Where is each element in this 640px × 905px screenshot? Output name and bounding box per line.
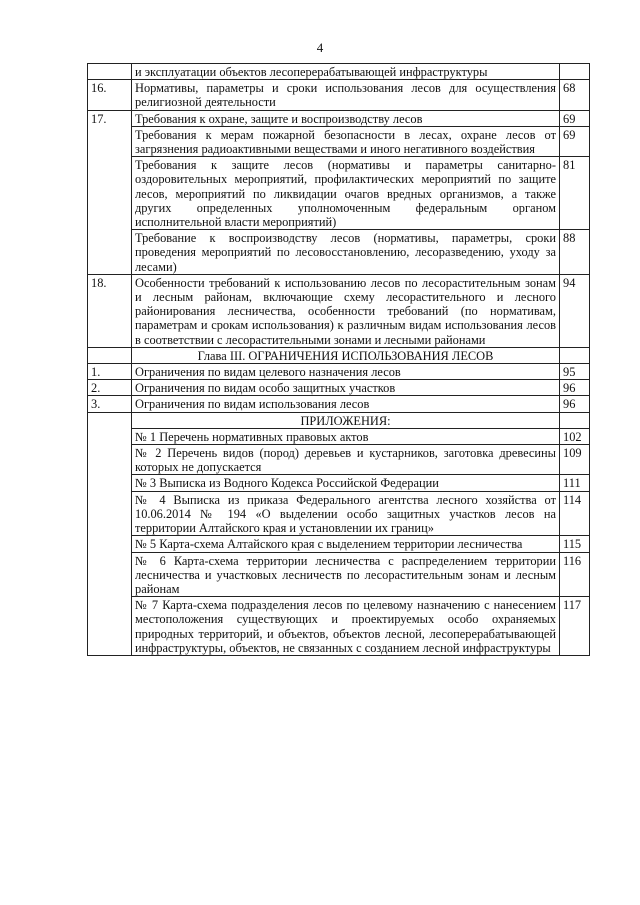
toc-row-page: 81 bbox=[560, 157, 590, 230]
toc-row bbox=[88, 64, 590, 80]
toc-row-title: и эксплуатации объектов лесоперерабатывающей инфраструктуры bbox=[132, 64, 560, 80]
toc-row-page: 115 bbox=[560, 536, 590, 552]
toc-row-title: Ограничения по видам использования лесов bbox=[132, 396, 560, 412]
toc-row-title: Особенности требований к использованию лесов по лесорастительным зонам и лесным районам, включающие схему лесорастительного и лесного районирования лесничества, особенности требований (по нормативам, параметрам и срокам использования) к различным видам использования лесов в соответствии с лесорастительными зонами и лесными районами bbox=[132, 274, 560, 347]
toc-row bbox=[88, 230, 590, 275]
toc-row-page: 111 bbox=[560, 475, 590, 491]
toc-row-page: 88 bbox=[560, 230, 590, 275]
toc-row bbox=[88, 491, 590, 536]
toc-row-title: Требования к охране, защите и воспроизводству лесов bbox=[132, 110, 560, 126]
toc-row-page: 109 bbox=[560, 445, 590, 475]
toc-row-page bbox=[560, 412, 590, 428]
toc-row bbox=[88, 380, 590, 396]
toc-section-heading: ПРИЛОЖЕНИЯ: bbox=[132, 412, 560, 428]
toc-row-number bbox=[88, 64, 132, 80]
toc-row-title: Требование к воспроизводству лесов (нормативы, параметры, сроки проведения мероприятий по лесовосстановлению, лесоразведению, уходу за лесами) bbox=[132, 230, 560, 275]
toc-row-title: Нормативы, параметры и сроки использования лесов для осуществления религиозной деятельности bbox=[132, 80, 560, 110]
toc-row-page bbox=[560, 64, 590, 80]
toc-body bbox=[88, 64, 590, 656]
toc-row-page: 116 bbox=[560, 552, 590, 597]
toc-row bbox=[88, 396, 590, 412]
toc-row-title: № 5 Карта-схема Алтайского края с выделением территории лесничества bbox=[132, 536, 560, 552]
toc-row-page: 69 bbox=[560, 110, 590, 126]
toc-row bbox=[88, 347, 590, 363]
toc-row bbox=[88, 157, 590, 230]
toc-row-number: 3. bbox=[88, 396, 132, 412]
toc-row bbox=[88, 536, 590, 552]
toc-row-number bbox=[88, 347, 132, 363]
toc-section-heading: Глава III. ОГРАНИЧЕНИЯ ИСПОЛЬЗОВАНИЯ ЛЕСОВ bbox=[132, 347, 560, 363]
toc-row-page: 102 bbox=[560, 428, 590, 444]
table-of-contents bbox=[87, 63, 590, 656]
toc-row-number bbox=[88, 428, 132, 444]
toc-row-number bbox=[88, 412, 132, 428]
toc-row-page: 114 bbox=[560, 491, 590, 536]
toc-row-title: Ограничения по видам особо защитных участков bbox=[132, 380, 560, 396]
toc-row-number bbox=[88, 491, 132, 536]
toc-row-title: Требования к мерам пожарной безопасности в лесах, охране лесов от загрязнения радиоактивными веществами и иного негативного воздействия bbox=[132, 126, 560, 156]
toc-row-title: № 1 Перечень нормативных правовых актов bbox=[132, 428, 560, 444]
toc-row bbox=[88, 80, 590, 110]
toc-row-page: 117 bbox=[560, 597, 590, 656]
toc-row bbox=[88, 274, 590, 347]
toc-row-page: 94 bbox=[560, 274, 590, 347]
toc-row-number: 2. bbox=[88, 380, 132, 396]
toc-row-number: 18. bbox=[88, 274, 132, 347]
toc-row bbox=[88, 552, 590, 597]
toc-row-number bbox=[88, 445, 132, 475]
toc-row bbox=[88, 597, 590, 656]
toc-row-page: 96 bbox=[560, 396, 590, 412]
toc-row-page: 68 bbox=[560, 80, 590, 110]
toc-row-number bbox=[88, 126, 132, 156]
toc-row-title: № 7 Карта-схема подразделения лесов по целевому назначению с нанесением местоположения существующих и проектируемых особо охраняемых природных территорий, и объектов, объектов лесной, лесоперерабатывающей инфраструктуры, объектов, не связанных с созданием лесной инфраструктуры bbox=[132, 597, 560, 656]
toc-row bbox=[88, 126, 590, 156]
toc-row-title: Ограничения по видам целевого назначения лесов bbox=[132, 364, 560, 380]
toc-row-number: 16. bbox=[88, 80, 132, 110]
toc-row bbox=[88, 445, 590, 475]
toc-row-title: Требования к защите лесов (нормативы и параметры санитарно-оздоровительных мероприятий, профилактических мероприятий по защите лесов, мероприятий по ликвидации очагов вредных организмов, а также других определенных уполномоченным федеральным органом исполнительной власти мероприятий) bbox=[132, 157, 560, 230]
toc-row bbox=[88, 412, 590, 428]
toc-row-number bbox=[88, 157, 132, 230]
toc-row bbox=[88, 428, 590, 444]
toc-row-page: 95 bbox=[560, 364, 590, 380]
toc-row-number bbox=[88, 475, 132, 491]
toc-row-page bbox=[560, 347, 590, 363]
toc-row bbox=[88, 475, 590, 491]
toc-row-number: 1. bbox=[88, 364, 132, 380]
toc-row-title: № 2 Перечень видов (пород) деревьев и кустарников, заготовка древесины которых не допускается bbox=[132, 445, 560, 475]
toc-row bbox=[88, 110, 590, 126]
toc-row-number bbox=[88, 536, 132, 552]
page-number: 4 bbox=[316, 40, 324, 55]
toc-row-number bbox=[88, 230, 132, 275]
toc-row-number bbox=[88, 552, 132, 597]
toc-row bbox=[88, 364, 590, 380]
toc-row-number bbox=[88, 597, 132, 656]
toc-row-number: 17. bbox=[88, 110, 132, 126]
toc-row-title: № 3 Выписка из Водного Кодекса Российской Федерации bbox=[132, 475, 560, 491]
toc-row-page: 69 bbox=[560, 126, 590, 156]
toc-row-page: 96 bbox=[560, 380, 590, 396]
toc-row-title: № 4 Выписка из приказа Федерального агентства лесного хозяйства от 10.06.2014 № 194 «О выделении особо защитных участков лесов на территории Алтайского края и установлении их границ» bbox=[132, 491, 560, 536]
toc-row-title: № 6 Карта-схема территории лесничества с распределением территории лесничества и участковых лесничеств по лесорастительным зонам и лесным районам bbox=[132, 552, 560, 597]
